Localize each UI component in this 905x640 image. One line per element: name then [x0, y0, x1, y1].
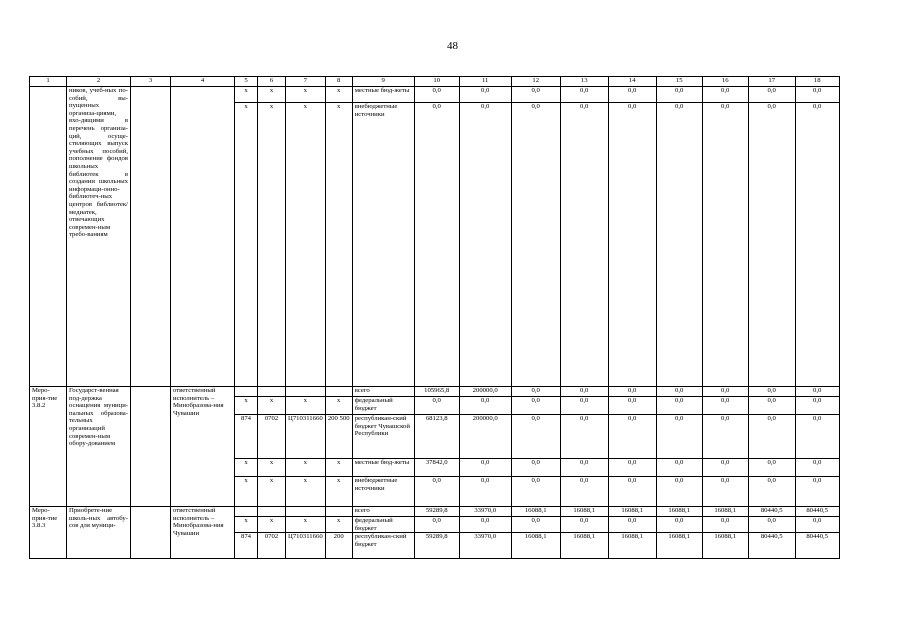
value-cell-14: 0,0: [608, 459, 656, 477]
value-cell-17: 0,0: [748, 477, 795, 507]
header-cell-6: 6: [258, 77, 286, 87]
value-cell-10: 0,0: [414, 397, 459, 415]
value-cell-12: 16088,1: [511, 507, 560, 517]
value-cell-12: 0,0: [511, 387, 560, 397]
value-cell-18: 0,0: [795, 87, 839, 103]
value-cell-14: 0,0: [608, 415, 656, 459]
value-cell-11: 0,0: [459, 517, 511, 533]
value-cell-17: 0,0: [748, 397, 795, 415]
value-cell-13: 16088,1: [560, 533, 608, 559]
value-cell-18: 80440,5: [795, 507, 839, 517]
value-cell-15: 0,0: [656, 87, 702, 103]
value-cell-10: 0,0: [414, 87, 459, 103]
value-cell-11: 0,0: [459, 477, 511, 507]
source-cell: местные бюд-жеты: [352, 459, 414, 477]
value-cell-13: 0,0: [560, 397, 608, 415]
value-cell-17: 0,0: [748, 103, 795, 387]
vr-cell: [325, 507, 352, 517]
value-cell-15: 0,0: [656, 397, 702, 415]
col3-cell: [131, 507, 171, 559]
value-cell-18: 0,0: [795, 517, 839, 533]
value-cell-17: 0,0: [748, 87, 795, 103]
csr-cell: x: [286, 397, 326, 415]
value-cell-16: 0,0: [702, 477, 748, 507]
value-cell-16: 0,0: [702, 397, 748, 415]
value-cell-14: 0,0: [608, 387, 656, 397]
header-cell-12: 12: [511, 77, 560, 87]
rzpr-cell: [258, 387, 286, 397]
value-cell-16: 0,0: [702, 459, 748, 477]
vr-cell: 200: [325, 533, 352, 559]
header-cell-11: 11: [459, 77, 511, 87]
value-cell-16: 0,0: [702, 87, 748, 103]
value-cell-12: 0,0: [511, 477, 560, 507]
rzpr-cell: 0702: [258, 533, 286, 559]
value-cell-12: 0,0: [511, 397, 560, 415]
value-cell-15: 0,0: [656, 477, 702, 507]
rzpr-cell: x: [258, 397, 286, 415]
value-cell-12: 0,0: [511, 459, 560, 477]
description-cell: Государст-венная под-держка оснащения муници-пальных образова-тельных организаций современ-ным обору-дованием: [67, 387, 131, 507]
page-number: 48: [447, 40, 458, 52]
value-cell-12: 0,0: [511, 103, 560, 387]
event-cell: Меро-прия-тие 3.8.2: [30, 387, 67, 507]
rzpr-cell: x: [258, 477, 286, 507]
value-cell-16: 16088,1: [702, 533, 748, 559]
value-cell-18: 80440,5: [795, 533, 839, 559]
value-cell-11: 33970,0: [459, 507, 511, 517]
value-cell-11: 0,0: [459, 87, 511, 103]
value-cell-15: 0,0: [656, 415, 702, 459]
value-cell-14: 0,0: [608, 87, 656, 103]
csr-cell: [286, 387, 326, 397]
csr-cell: x: [286, 87, 326, 103]
value-cell-10: 105965,8: [414, 387, 459, 397]
value-cell-13: 0,0: [560, 517, 608, 533]
value-cell-13: 0,0: [560, 87, 608, 103]
source-cell: всего: [352, 507, 414, 517]
col3-cell: [131, 387, 171, 507]
source-cell: внебюджетные источники: [352, 103, 414, 387]
source-cell: федеральный бюджет: [352, 517, 414, 533]
value-cell-14: 0,0: [608, 103, 656, 387]
csr-cell: Ц710311660: [286, 415, 326, 459]
csr-cell: x: [286, 477, 326, 507]
grbs-cell: x: [235, 517, 258, 533]
value-cell-13: 0,0: [560, 415, 608, 459]
value-cell-10: 37842,0: [414, 459, 459, 477]
executor-cell: ответственный исполнитель – Минобразова-ния Чувашии: [171, 507, 235, 559]
value-cell-17: 0,0: [748, 459, 795, 477]
value-cell-17: 80440,5: [748, 533, 795, 559]
table-row: [30, 507, 840, 517]
csr-cell: x: [286, 459, 326, 477]
header-cell-9: 9: [352, 77, 414, 87]
vr-cell: x: [325, 477, 352, 507]
value-cell-14: 16088,1: [608, 533, 656, 559]
value-cell-10: 59289,8: [414, 507, 459, 517]
header-cell-16: 16: [702, 77, 748, 87]
rzpr-cell: x: [258, 517, 286, 533]
grbs-cell: x: [235, 397, 258, 415]
header-cell-3: 3: [131, 77, 171, 87]
value-cell-13: 0,0: [560, 477, 608, 507]
csr-cell: [286, 507, 326, 517]
header-cell-13: 13: [560, 77, 608, 87]
grbs-cell: [235, 387, 258, 397]
event-cell: Меро-прия-тие 3.8.3: [30, 507, 67, 559]
value-cell-11: 0,0: [459, 103, 511, 387]
header-row: [30, 77, 840, 87]
executor-cell: ответственный исполнитель – Минобразова-ния Чувашии: [171, 387, 235, 507]
value-cell-15: 16088,1: [656, 507, 702, 517]
source-cell: всего: [352, 387, 414, 397]
value-cell-13: 0,0: [560, 459, 608, 477]
rzpr-cell: x: [258, 87, 286, 103]
value-cell-13: 0,0: [560, 103, 608, 387]
description-cell: ников, учеб-ных по-собий, вы-пущенных организа-циями, вхо-дящими в перечень организа-ций, осуще-ствляющих выпуск учебных пособий, пополнение фондов школьных библиотек в создании школьных информаци-онно-библиотеч-ных центров библиотек/медиатек, отвечающих современ-ным требо-ваниям: [67, 87, 131, 387]
value-cell-16: 0,0: [702, 415, 748, 459]
description-cell: Приобрете-ние школь-ных автобу-сов для муници-: [67, 507, 131, 559]
vr-cell: x: [325, 517, 352, 533]
value-cell-16: 0,0: [702, 103, 748, 387]
vr-cell: 200 500: [325, 415, 352, 459]
vr-cell: x: [325, 87, 352, 103]
value-cell-17: 80440,5: [748, 507, 795, 517]
header-cell-18: 18: [795, 77, 839, 87]
grbs-cell: 874: [235, 415, 258, 459]
table-row: [30, 87, 840, 103]
header-cell-8: 8: [325, 77, 352, 87]
value-cell-18: 0,0: [795, 459, 839, 477]
value-cell-10: 0,0: [414, 103, 459, 387]
value-cell-10: 59289,8: [414, 533, 459, 559]
grbs-cell: 874: [235, 533, 258, 559]
value-cell-16: 16088,1: [702, 507, 748, 517]
value-cell-18: 0,0: [795, 415, 839, 459]
source-cell: внебюджетные источники: [352, 477, 414, 507]
value-cell-12: 16088,1: [511, 533, 560, 559]
csr-cell: x: [286, 517, 326, 533]
rzpr-cell: [258, 507, 286, 517]
value-cell-12: 0,0: [511, 517, 560, 533]
source-cell: федеральный бюджет: [352, 397, 414, 415]
value-cell-11: 200000,0: [459, 387, 511, 397]
value-cell-17: 0,0: [748, 517, 795, 533]
value-cell-14: 16088,1: [608, 507, 656, 517]
header-cell-1: 1: [30, 77, 67, 87]
value-cell-18: 0,0: [795, 477, 839, 507]
grbs-cell: x: [235, 103, 258, 387]
vr-cell: x: [325, 397, 352, 415]
value-cell-10: 0,0: [414, 477, 459, 507]
table-row: [30, 387, 840, 397]
header-cell-14: 14: [608, 77, 656, 87]
budget-table: [29, 76, 840, 559]
value-cell-11: 200000,0: [459, 415, 511, 459]
col3-cell: [131, 87, 171, 387]
executor-cell: [171, 87, 235, 387]
header-cell-5: 5: [235, 77, 258, 87]
event-cell: [30, 87, 67, 387]
value-cell-11: 33970,0: [459, 533, 511, 559]
source-cell: республикан-ский бюджет: [352, 533, 414, 559]
value-cell-12: 0,0: [511, 415, 560, 459]
value-cell-16: 0,0: [702, 387, 748, 397]
value-cell-18: 0,0: [795, 103, 839, 387]
vr-cell: [325, 387, 352, 397]
value-cell-13: 16088,1: [560, 507, 608, 517]
grbs-cell: x: [235, 87, 258, 103]
value-cell-11: 0,0: [459, 459, 511, 477]
value-cell-10: 68123,8: [414, 415, 459, 459]
value-cell-15: 16088,1: [656, 533, 702, 559]
header-cell-15: 15: [656, 77, 702, 87]
header-cell-4: 4: [171, 77, 235, 87]
value-cell-16: 0,0: [702, 517, 748, 533]
csr-cell: Ц710311660: [286, 533, 326, 559]
grbs-cell: x: [235, 477, 258, 507]
header-cell-10: 10: [414, 77, 459, 87]
rzpr-cell: x: [258, 103, 286, 387]
value-cell-14: 0,0: [608, 517, 656, 533]
value-cell-17: 0,0: [748, 387, 795, 397]
value-cell-15: 0,0: [656, 459, 702, 477]
rzpr-cell: x: [258, 459, 286, 477]
value-cell-14: 0,0: [608, 397, 656, 415]
value-cell-15: 0,0: [656, 387, 702, 397]
header-cell-2: 2: [67, 77, 131, 87]
grbs-cell: [235, 507, 258, 517]
source-cell: местные бюд-жеты: [352, 87, 414, 103]
value-cell-15: 0,0: [656, 103, 702, 387]
source-cell: республикан-ский бюджет Чувашской Республики: [352, 415, 414, 459]
value-cell-14: 0,0: [608, 477, 656, 507]
value-cell-13: 0,0: [560, 387, 608, 397]
table-body: [30, 77, 840, 559]
value-cell-11: 0,0: [459, 397, 511, 415]
value-cell-17: 0,0: [748, 415, 795, 459]
rzpr-cell: 0702: [258, 415, 286, 459]
value-cell-12: 0,0: [511, 87, 560, 103]
vr-cell: x: [325, 459, 352, 477]
header-cell-17: 17: [748, 77, 795, 87]
value-cell-10: 0,0: [414, 517, 459, 533]
value-cell-18: 0,0: [795, 397, 839, 415]
csr-cell: x: [286, 103, 326, 387]
value-cell-18: 0,0: [795, 387, 839, 397]
value-cell-15: 0,0: [656, 517, 702, 533]
header-cell-7: 7: [286, 77, 326, 87]
grbs-cell: x: [235, 459, 258, 477]
vr-cell: x: [325, 103, 352, 387]
